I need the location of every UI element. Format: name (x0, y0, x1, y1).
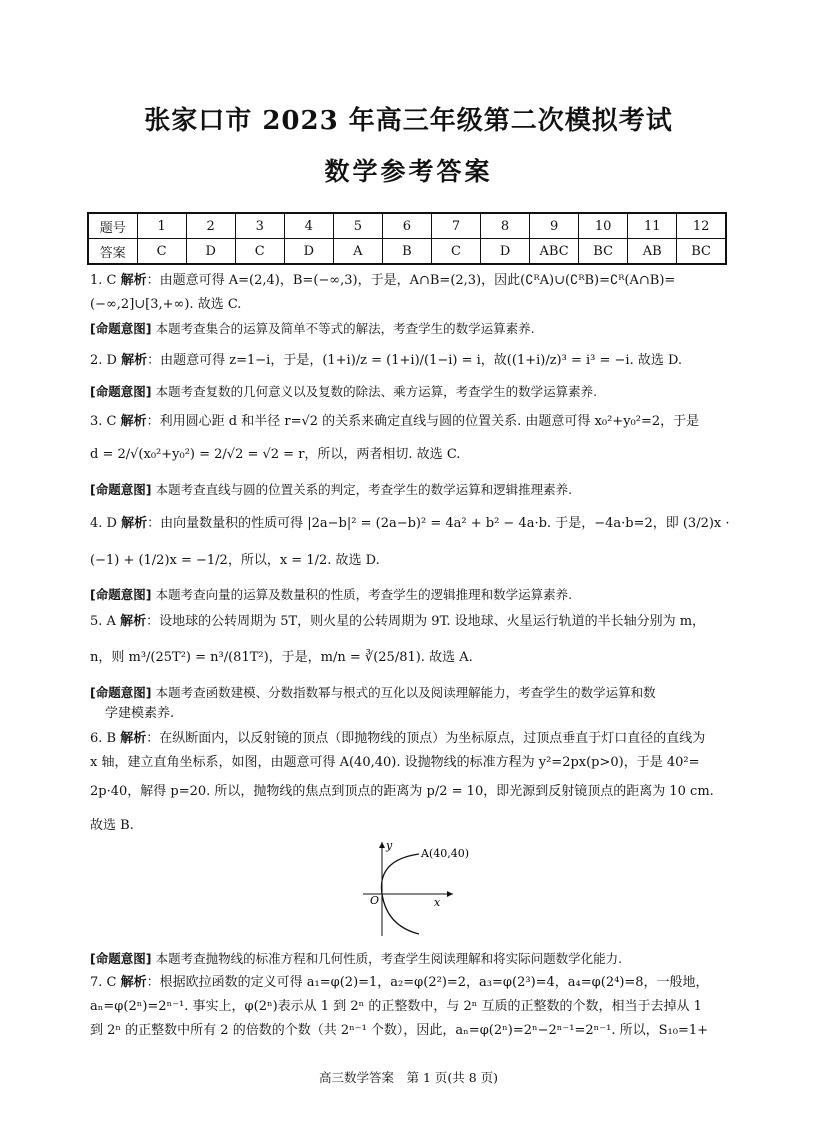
q5-text: ：设地球的公转周期为 5T，则火星的公转周期为 9T. 设地球、火星运行轨道的半长轴分别为 m， (146, 614, 706, 629)
q6-intent-tag: [命题意图] (90, 951, 152, 966)
q5-number: 5. A (90, 614, 116, 629)
question-cell: 2 (186, 213, 235, 239)
q6-label: 解析 (120, 731, 147, 746)
q1-intent (90, 321, 730, 338)
q6-line3: 2p·40，解得 p=20. 所以，抛物线的焦点到顶点的距离为 p/2 = 10，即光源到反射镜顶点的距离为 10 cm. (90, 784, 714, 799)
q5-intent (90, 685, 730, 702)
q4-number: 4. D (90, 516, 117, 531)
q1-label: 解析 (120, 273, 147, 288)
question-cell: 7 (431, 213, 480, 239)
q6-text: ：在纵断面内，以反射镜的顶点（即抛物线的顶点）为坐标原点，过顶点垂直于灯口直径的直线为 (146, 731, 706, 746)
question-cell: 6 (382, 213, 431, 239)
q6-line1 (90, 731, 730, 747)
q3-label: 解析 (120, 414, 147, 429)
q2-intent-tag: [命题意图] (90, 384, 152, 399)
q7-label: 解析 (120, 975, 147, 990)
q2-intent (90, 384, 730, 401)
answer-row (88, 239, 726, 265)
q6-intent (90, 951, 730, 968)
y-axis-arrow (379, 842, 385, 848)
q1-line2: (−∞,2]∪[3,+∞). 故选 C. (90, 297, 242, 312)
q4-text: ：由向量数量积的性质可得 |2a−b|² = (2a−b)² = 4a² + b² − 4a·b. 于是，−4a·b=2，即 (3/2)x · (147, 516, 730, 531)
q1-number: 1. C (90, 273, 117, 288)
q7-line3: 到 2ⁿ 的正整数中所有 2 的倍数的个数（共 2ⁿ⁻¹ 个数），因此，aₙ=φ(2ⁿ)=2ⁿ−2ⁿ⁻¹=2ⁿ⁻¹. 所以，S₁₀=1+ (90, 1023, 708, 1038)
question-cell: 4 (284, 213, 333, 239)
question-cell: 3 (235, 213, 284, 239)
document-subtitle: 数学参考答案 (324, 157, 493, 186)
row-header-answer: 答案 (88, 239, 137, 265)
q2-intent-text: 本题考查复数的几何意义以及复数的除法、乘方运算，考查学生的数学运算素养. (155, 384, 598, 399)
q6-line4: 故选 B. (90, 818, 134, 833)
q1-intent-tag: [命题意图] (90, 321, 152, 336)
q2-text: ：由题意可得 z=1−i，于是，(1+i)/z = (1+i)/(1−i) = i，故((1+i)/z)³ = i³ = −i. 故选 D. (147, 353, 683, 368)
q6-intent-text: 本题考查抛物线的标准方程和几何性质，考查学生阅读理解和将实际问题数学化能力. (155, 951, 623, 966)
q5-line2: n，则 m³/(25T²) = n³/(81T²)，于是，m/n = ∛(25/81). 故选 A. (90, 650, 473, 665)
q4-line2: (−1) + (1/2)x = −1/2，所以，x = 1/2. 故选 D. (90, 553, 380, 568)
answer-cell: ABC (530, 239, 579, 265)
q4-intent-tag: [命题意图] (90, 587, 152, 602)
answer-cell: BC (677, 239, 726, 265)
answer-cell: B (382, 239, 431, 265)
answer-cell: C (137, 239, 186, 265)
answer-cell: BC (579, 239, 628, 265)
q6-line2: x 轴，建立直角坐标系，如图，由题意可得 A(40,40). 设抛物线的标准方程为 y²=2px(p>0)，于是 40²= (90, 755, 700, 770)
question-cell: 12 (677, 213, 726, 239)
row-header-question: 题号 (88, 213, 137, 239)
q5-label: 解析 (120, 614, 147, 629)
page-footer: 高三数学答案 第 1 页(共 8 页) (318, 1070, 499, 1085)
answer-cell: C (235, 239, 284, 265)
parabola-figure (355, 838, 475, 938)
q5-line1 (90, 614, 730, 630)
q3-intent-text: 本题考查直线与圆的位置关系的判定，考查学生的数学运算和逻辑推理素养. (155, 482, 573, 497)
q1-text: ：由题意可得 A=(2,4)，B=(−∞,3)，于是，A∩B=(2,3)，因此(∁ᴿA)∪(∁ᴿB)=∁ᴿ(A∩B)= (146, 273, 676, 288)
q7-number: 7. C (90, 975, 117, 990)
q4-intent-text: 本题考查向量的运算及数量积的性质，考查学生的逻辑推理和数学运算素养. (155, 587, 573, 602)
answer-cell: AB (628, 239, 677, 265)
question-cell: 8 (481, 213, 530, 239)
q7-text: ：根据欧拉函数的定义可得 a₁=φ(2)=1，a₂=φ(2²)=2，a₃=φ(2³)=4，a₄=φ(2⁴)=8，一般地， (146, 975, 709, 990)
q3-text: ：利用圆心距 d 和半径 r=√2 的关系来确定直线与圆的位置关系. 由题意可得 x₀²+y₀²=2，于是 (146, 414, 700, 429)
answer-cell: D (481, 239, 530, 265)
question-cell: 5 (333, 213, 382, 239)
question-cell: 1 (137, 213, 186, 239)
q4-line1 (90, 516, 730, 532)
question-cell: 9 (530, 213, 579, 239)
q3-line1 (90, 414, 730, 430)
q7-line1 (90, 975, 730, 991)
q6-number: 6. B (90, 731, 117, 746)
y-axis-label: y (386, 839, 393, 852)
question-cell: 11 (628, 213, 677, 239)
q5-intent-text: 本题考查函数建模、分数指数幂与根式的互化以及阅读理解能力，考查学生的数学运算和数 (155, 685, 656, 700)
q1-line1 (90, 273, 730, 289)
x-axis-label: x (434, 896, 441, 909)
q4-label: 解析 (121, 516, 148, 531)
q5-intent-tag: [命题意图] (90, 685, 152, 700)
q2-label: 解析 (121, 353, 148, 368)
answer-cell: C (431, 239, 480, 265)
q3-number: 3. C (90, 414, 117, 429)
document-title: 张家口市 2023 年高三年级第二次模拟考试 (144, 106, 673, 136)
q1-intent-text: 本题考查集合的运算及简单不等式的解法，考查学生的数学运算素养. (155, 321, 535, 336)
q2-number: 2. D (90, 353, 117, 368)
q3-intent-tag: [命题意图] (90, 482, 152, 497)
q4-intent (90, 587, 730, 604)
point-a-label: A(40,40) (421, 847, 470, 860)
q2-line1 (90, 353, 730, 369)
x-axis-arrow (447, 891, 453, 897)
q7-line2: aₙ=φ(2ⁿ)=2ⁿ⁻¹. 事实上，φ(2ⁿ)表示从 1 到 2ⁿ 的正整数中，与 2ⁿ 互质的正整数的个数，相当于去掉从 1 (90, 999, 702, 1014)
q3-line2: d = 2/√(x₀²+y₀²) = 2/√2 = √2 = r，所以，两者相切. 故选 C. (90, 447, 461, 462)
answer-table (87, 212, 727, 265)
answer-cell: A (333, 239, 382, 265)
answer-cell: D (284, 239, 333, 265)
question-number-row (88, 213, 726, 239)
q3-intent (90, 482, 730, 499)
answer-cell: D (186, 239, 235, 265)
question-cell: 10 (579, 213, 628, 239)
origin-label: O (370, 894, 380, 907)
q5-intent-cont: 学建模素养. (105, 706, 175, 721)
